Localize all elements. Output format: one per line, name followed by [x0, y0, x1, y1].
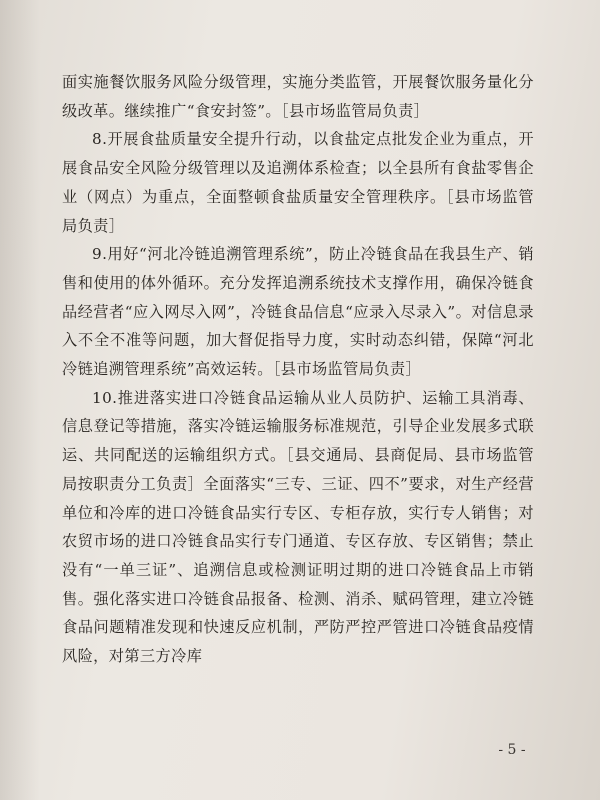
- page-shadow: [0, 0, 40, 800]
- document-body: [62, 68, 534, 671]
- paragraph-item-8: 8.开展食盐质量安全提升行动，以食盐定点批发企业为重点，开展食品安全风险分级管理以及追溯体系检查；以全县所有食盐零售企业（网点）为重点，全面整顿食盐质量安全管理秩序。［县市场监管局负责］: [62, 130, 534, 235]
- paragraph-item-9: 9.用好“河北冷链追溯管理系统”，防止冷链食品在我县生产、销售和使用的体外循环。充分发挥追溯系统技术支撑作用，确保冷链食品经营者“应入网尽入网”，冷链食品信息“应录入尽录入”。对信息录入不全不准等问题，加大督促指导力度，实时动态纠错，保障“河北冷链追溯管理系统”高效运转。［县市场监管局负责］: [62, 245, 534, 379]
- paragraph-continuation: 面实施餐饮服务风险分级管理，实施分类监管，开展餐饮服务量化分级改革。继续推广“食安封签”。［县市场监管局负责］: [62, 73, 534, 120]
- paragraph-item-10: 10.推进落实进口冷链食品运输从业人员防护、运输工具消毒、信息登记等措施，落实冷链运输服务标准规范，引导企业发展多式联运、共同配送的运输组织方式。［县交通局、县商促局、县市场监管局按职责分工负责］全面落实“三专、三证、四不”要求，对生产经营单位和冷库的进口冷链食品实行专区、专柜存放，实行专人销售；对农贸市场的进口冷链食品实行专门通道、专区存放、专区销售；禁止没有“一单三证”、追溯信息或检测证明过期的进口冷链食品上市销售。强化落实进口冷链食品报备、检测、消杀、赋码管理，建立冷链食品问题精准发现和快速反应机制，严防严控严管进口冷链食品疫情风险，对第三方冷库: [62, 388, 534, 666]
- page-number: - 5 -: [498, 742, 526, 758]
